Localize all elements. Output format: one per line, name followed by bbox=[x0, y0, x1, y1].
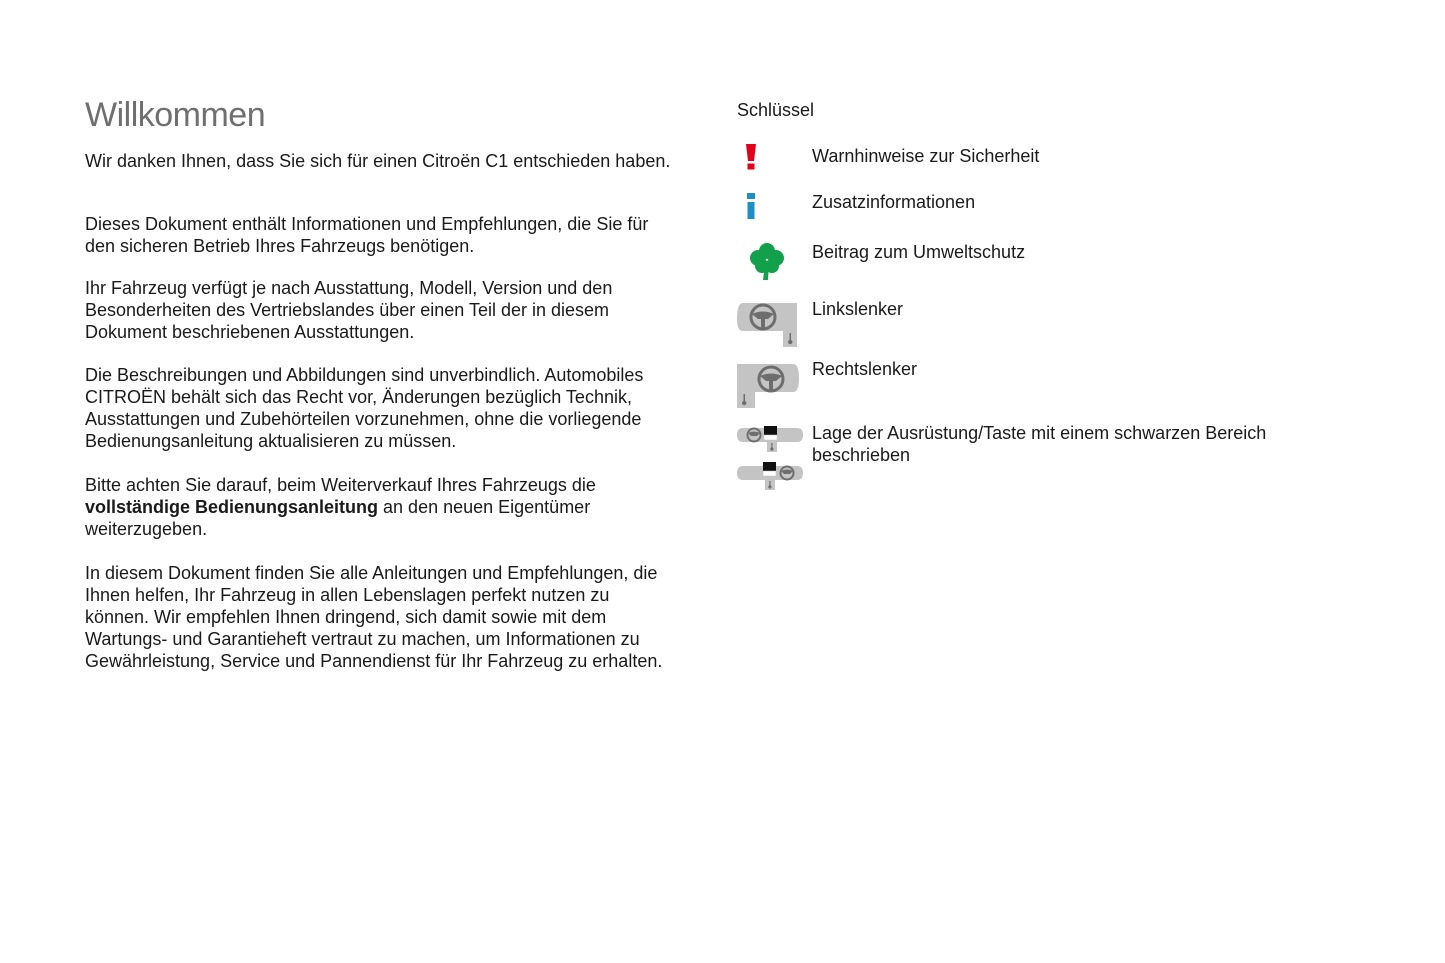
warning-exclamation-icon bbox=[744, 143, 758, 171]
intro-paragraph-3: Ihr Fahrzeug verfügt je nach Ausstattung, Modell, Version und den Besonderheiten des Vertriebslandes über einen Teil der in diesem Dokument beschriebenen Ausstattungen. bbox=[85, 278, 613, 342]
key-item-label-left-hand-drive: Linkslenker bbox=[812, 299, 904, 319]
intro-paragraph-5-start: Bitte achten Sie darauf, beim Weiterverkauf Ihres Fahrzeugs die bbox=[85, 475, 596, 495]
key-item-label-environment: Beitrag zum Umweltschutz bbox=[812, 242, 1026, 262]
info-icon bbox=[745, 192, 757, 220]
intro-paragraph-1: Wir danken Ihnen, dass Sie sich für einen Citroën C1 entschieden haben. bbox=[85, 151, 671, 171]
intro-paragraph-2: Dieses Dokument enthält Informationen und Empfehlungen, die Sie für den sicheren Betrieb Ihres Fahrzeugs benötigen. bbox=[85, 214, 649, 256]
key-item-label-equipment-location: Lage der Ausrüstung/Taste mit einem schwarzen Bereich beschrieben bbox=[812, 423, 1267, 465]
key-item-label-info: Zusatzinformationen bbox=[812, 192, 976, 212]
left-hand-drive-icon bbox=[737, 299, 801, 349]
intro-paragraph-5-end: an den neuen Eigentümer weiterzugeben. bbox=[85, 497, 591, 539]
right-hand-drive-icon bbox=[737, 360, 801, 410]
equipment-location-icon bbox=[737, 424, 805, 494]
key-item-label-warning: Warnhinweise zur Sicherheit bbox=[812, 146, 1040, 166]
intro-paragraph-4: Die Beschreibungen und Abbildungen sind unverbindlich. Automobiles CITROËN behält sich das Recht vor, Änderungen bezüglich Technik, Ausstattungen und Zubehörteilen vorzunehmen, ohne die vorliegende Bedienungsanleitung aktualisieren zu müssen. bbox=[85, 365, 644, 451]
key-heading: Schlüssel bbox=[737, 100, 815, 120]
clover-tree-icon bbox=[750, 242, 784, 280]
intro-paragraph-5 bbox=[85, 474, 675, 540]
intro-paragraph-5-bold: vollständige Bedienungsanleitung bbox=[85, 497, 379, 517]
key-item-label-right-hand-drive: Rechtslenker bbox=[812, 359, 918, 379]
page-title: Willkommen bbox=[85, 96, 266, 134]
intro-paragraph-6: In diesem Dokument finden Sie alle Anleitungen und Empfehlungen, die Ihnen helfen, Ihr Fahrzeug in allen Lebenslagen perfekt nutzen zu können. Wir empfehlen Ihnen dringend, sich damit sowie mit dem Wartungs- und Garantieheft vertraut zu machen, um Informationen zu Gewährleistung, Service und Pannendienst für Ihr Fahrzeug zu erhalten. bbox=[85, 563, 663, 671]
